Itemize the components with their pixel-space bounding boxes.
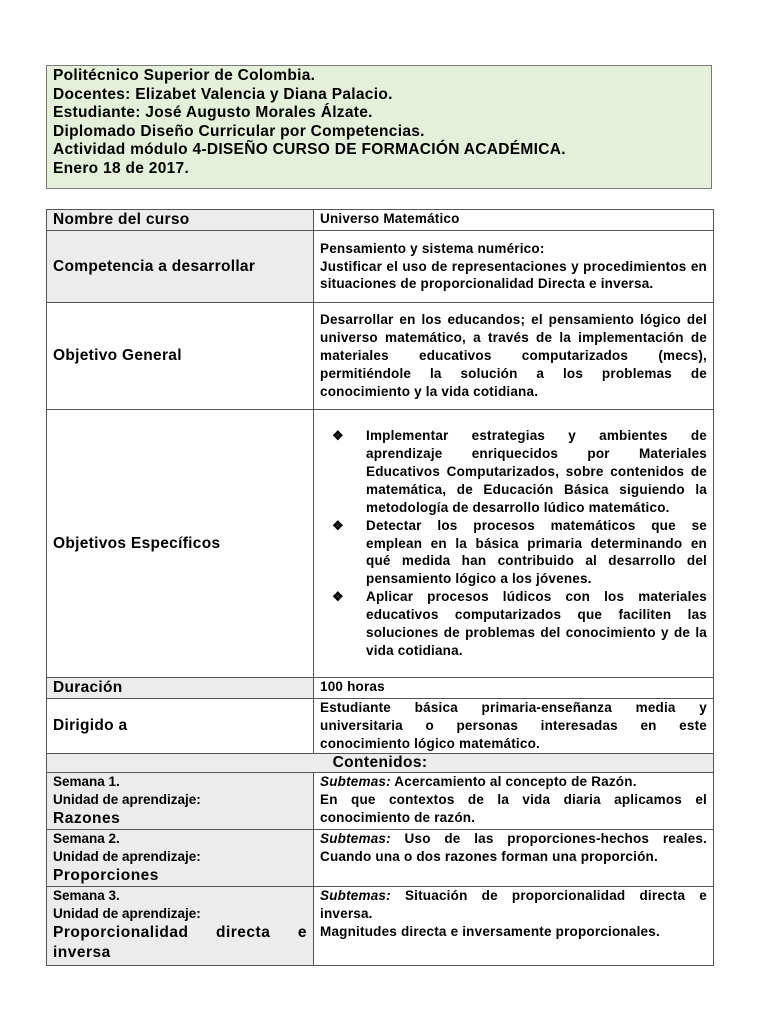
diamond-bullet-icon: ❖: [332, 428, 344, 444]
list-item: ❖ Detectar los procesos matemáticos que se emplean en la básica primaria determinando en qué medida han contribuido al desarrollo del pensamiento lógico a los jóvenes.: [332, 517, 707, 587]
label-target: Dirigido a: [47, 699, 314, 754]
label-competence: Competencia a desarrollar: [47, 231, 314, 303]
list-item: ❖ Implementar estrategias y ambientes de aprendizaje enriquecidos por Materiales Educativos Computarizados, sobre contenidos de matemática, de Educación Básica siguiendo la metodología de desarrollo lúdico matemático.: [332, 428, 707, 515]
row-general-objective: [47, 303, 714, 410]
course-table: [46, 209, 714, 966]
week-2-cell: [47, 830, 314, 887]
week-1-subtopics: [314, 773, 714, 830]
value-general-objective: Desarrollar en los educandos; el pensamiento lógico del universo matemático, a través de la implementación de materiales educativos computarizados (mecs), permitiéndole la solución a los problemas de conocimiento y la vida cotidiana.: [314, 303, 714, 410]
header-institution: Politécnico Superior de Colombia.: [53, 67, 316, 84]
unit-name: Razones: [53, 810, 121, 827]
subtopic-line-2: En que contextos de la vida diaria aplicamos el conocimiento de razón.: [320, 791, 707, 825]
specific-objectives-list: [320, 427, 707, 660]
value-duration: 100 horas: [314, 678, 714, 699]
week-2-subtopics: [314, 830, 714, 887]
list-item: ❖ Aplicar procesos lúdicos con los materiales educativos computarizados que faciliten las soluciones de problemas del conocimiento y de la vida cotidiana.: [332, 589, 707, 658]
week-label: Semana 3.: [53, 888, 120, 903]
contents-title: Contenidos:: [47, 754, 714, 773]
header-date: Enero 18 de 2017.: [53, 159, 190, 177]
week-3-subtopics: [314, 887, 714, 966]
header-teachers: Docentes: Elizabet Valencia y Diana Palacio.: [53, 85, 393, 103]
competence-line-2: Justificar el uso de representaciones y procedimientos en situaciones de proporcionalidad Directa e inversa.: [320, 258, 707, 292]
week-label: Semana 1.: [53, 774, 120, 789]
unit-label: Unidad de aprendizaje:: [53, 792, 201, 807]
table-row: [47, 830, 714, 887]
row-specific-objectives: [47, 410, 714, 678]
row-contents-title: [47, 754, 714, 773]
value-specific-objectives: [314, 410, 714, 678]
value-course-name: Universo Matemático: [314, 210, 714, 231]
week-label: Semana 2.: [53, 831, 120, 846]
week-3-cell: [47, 887, 314, 966]
subtopic-label: Subtemas:: [320, 831, 391, 846]
row-course-name: [47, 210, 714, 231]
subtopic-line-1: Acercamiento al concepto de Razón.: [394, 774, 637, 789]
header-student: Estudiante: José Augusto Morales Álzate.: [53, 104, 373, 121]
label-general-objective: Objetivo General: [47, 303, 314, 410]
label-duration: Duración: [47, 678, 314, 699]
subtopic-label: Subtemas:: [320, 774, 391, 789]
value-target: Estudiante básica primaria-enseñanza media y universitaria o personas interesadas en este conocimiento lógico matemático.: [314, 699, 714, 754]
value-competence: [314, 231, 714, 303]
subtopic-label: Subtemas:: [320, 888, 391, 903]
row-target: [47, 699, 714, 754]
row-duration: [47, 678, 714, 699]
week-1-cell: [47, 773, 314, 830]
row-competence: [47, 231, 714, 303]
table-row: [47, 887, 714, 966]
competence-line-1: Pensamiento y sistema numérico:: [320, 240, 545, 256]
unit-name: Proporciones: [53, 867, 159, 884]
unit-label: Unidad de aprendizaje:: [53, 849, 201, 864]
subtopic-line-1: Uso de las proporciones-hechos reales. Cuando una o dos razones forman una proporción.: [320, 831, 708, 864]
label-specific-objectives: Objetivos Específicos: [47, 410, 314, 678]
header-box: [46, 65, 712, 189]
header-activity: Actividad módulo 4-DISEÑO CURSO DE FORMACIÓN ACADÉMICA.: [53, 141, 566, 158]
table-row: [47, 773, 714, 830]
subtopic-line-1: Situación de proporcionalidad directa e inversa.: [320, 888, 707, 921]
subtopic-line-2: Magnitudes directa e inversamente proporcionales.: [320, 923, 660, 939]
diamond-bullet-icon: ❖: [332, 589, 344, 605]
unit-label: Unidad de aprendizaje:: [53, 906, 201, 921]
diamond-bullet-icon: ❖: [332, 517, 344, 533]
header-diploma: Diplomado Diseño Curricular por Competencias.: [53, 122, 425, 140]
label-course-name: Nombre del curso: [47, 210, 314, 231]
unit-name: Proporcionalidad directa e inversa: [53, 924, 307, 961]
